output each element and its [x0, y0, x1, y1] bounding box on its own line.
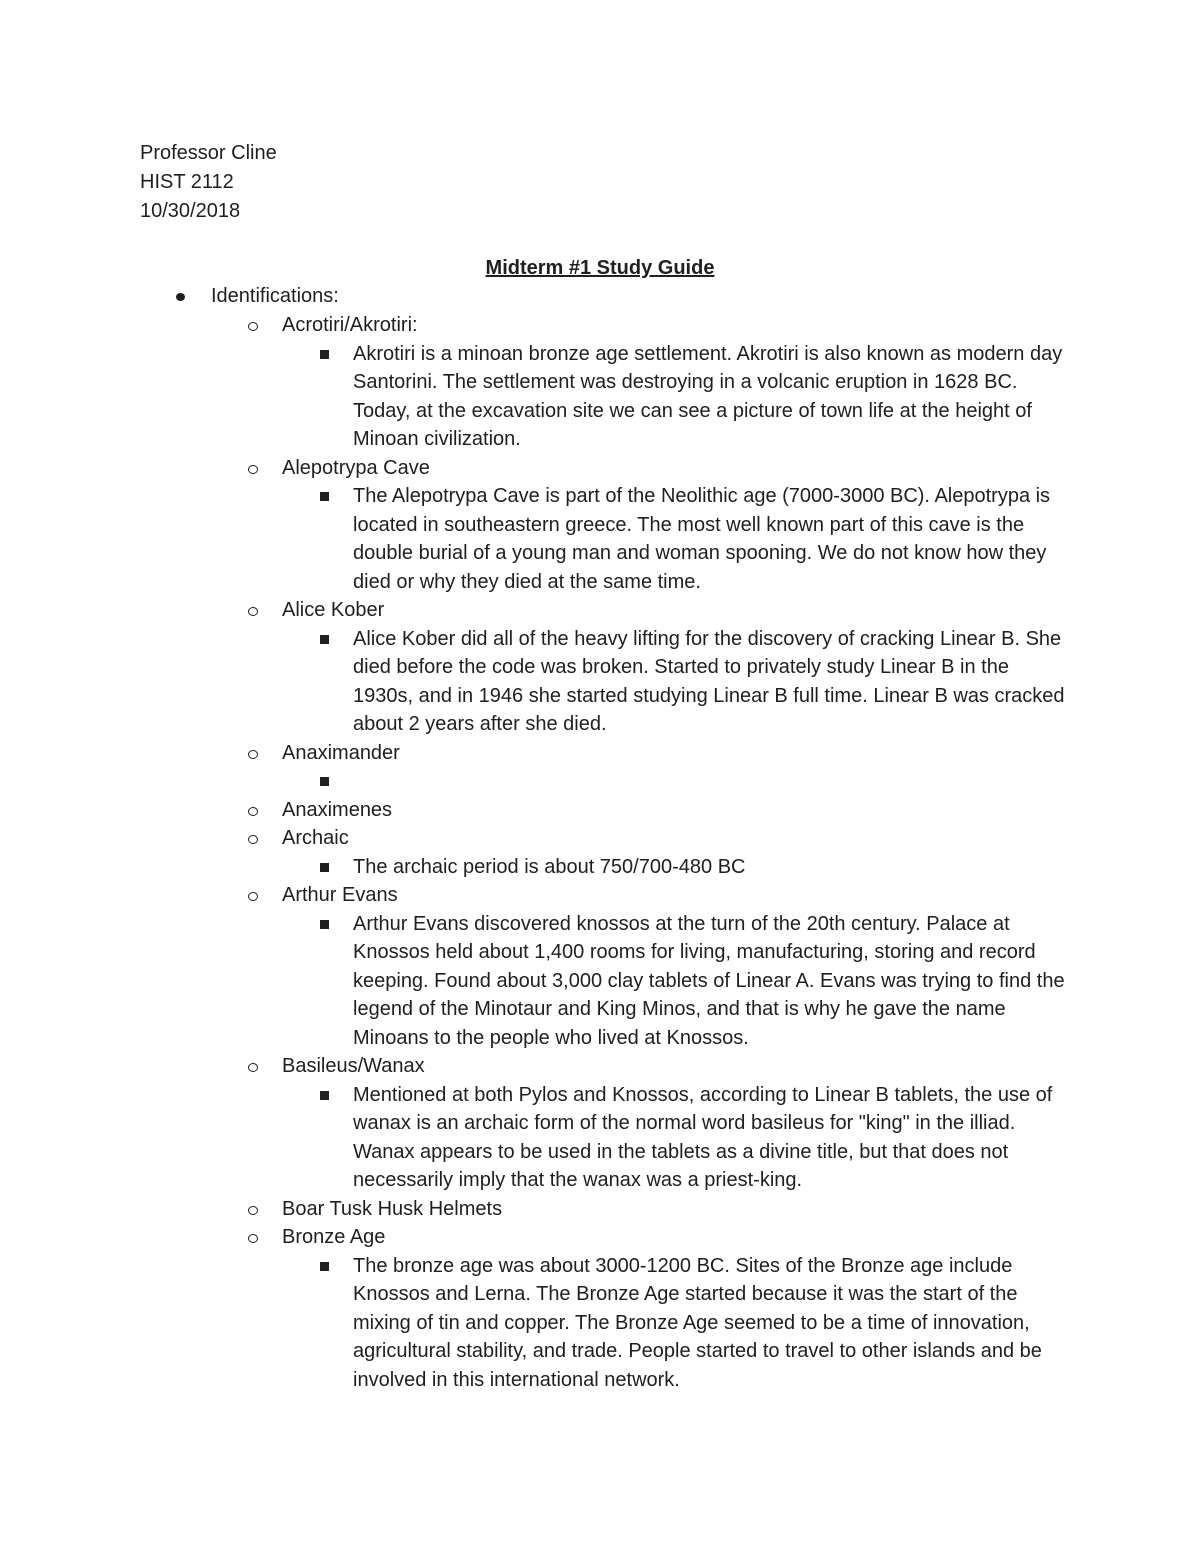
identification-term [0, 796, 1200, 825]
term-label: Anaximenes [282, 798, 393, 821]
square-bullet-icon [320, 1262, 329, 1271]
square-bullet-icon [320, 920, 329, 929]
document-header [140, 139, 277, 226]
document-title: Midterm #1 Study Guide [485, 257, 715, 279]
term-note [0, 853, 1073, 882]
note-text: Mentioned at both Pylos and Knossos, according to Linear B tablets, the use of wanax is an archaic form of the normal word basileus for "king" in the illiad. Wanax appears to be used in the tablets as a divine title, but that does not necessarily imply that the wanax was a priest-king. [353, 1083, 1053, 1191]
hollow-circle-bullet-icon [248, 465, 258, 474]
note-text: The Alepotrypa Cave is part of the Neolithic age (7000-3000 BC). Alepotrypa is located in southeastern greece. The most well known part of this cave is the double burial of a young man and woman spooning. We do not know how they died or why they died at the same time. [353, 485, 1051, 593]
identification-term [0, 596, 1200, 625]
hollow-circle-bullet-icon [248, 1063, 258, 1072]
document-date: 10/30/2018 [140, 200, 241, 222]
note-text: The bronze age was about 3000-1200 BC. Sites of the Bronze age include Knossos and Lerna. The Bronze Age started because it was the start of the mixing of tin and copper. The Bronze Age seemed to be a time of innovation, agricultural stability, and trade. People started to travel to other islands and be involved in this international network. [353, 1254, 1042, 1391]
identification-term [0, 881, 1200, 910]
hollow-circle-bullet-icon [248, 750, 258, 759]
square-bullet-icon [320, 350, 329, 359]
note-text: Arthur Evans discovered knossos at the turn of the 20th century. Palace at Knossos held about 1,400 rooms for living, manufacturing, storing and record keeping. Found about 3,000 clay tablets of Linear A. Evans was trying to find the legend of the Minotaur and King Minos, and that is why he gave the name Minoans to the people who lived at Knossos. [353, 912, 1065, 1049]
hollow-circle-bullet-icon [248, 892, 258, 901]
term-label: Boar Tusk Husk Helmets [282, 1197, 503, 1220]
term-label: Bronze Age [282, 1226, 386, 1248]
identification-term [0, 454, 1200, 483]
term-note [0, 1081, 1073, 1195]
note-text: Akrotiri is a minoan bronze age settlement. Akrotiri is also known as modern day Santorini. The settlement was destroying in a volcanic eruption in 1628 BC. Today, at the excavation site we can see a picture of town life at the height of Minoan civilization. [353, 342, 1063, 450]
identification-items [0, 311, 1200, 1394]
term-note [0, 340, 1073, 454]
term-note [0, 625, 1073, 739]
term-note [0, 910, 1073, 1053]
square-bullet-icon [320, 777, 329, 786]
hollow-circle-bullet-icon [248, 835, 258, 844]
professor-name: Professor Cline [140, 142, 277, 164]
square-bullet-icon [320, 635, 329, 644]
term-note [0, 767, 1073, 796]
square-bullet-icon [320, 1091, 329, 1100]
identification-term [0, 1052, 1200, 1081]
term-note [0, 1252, 1073, 1395]
term-label: Archaic [282, 827, 349, 849]
identification-term [0, 1223, 1200, 1252]
term-note [0, 482, 1073, 596]
term-label: Acrotiri/Akrotiri: [282, 314, 418, 336]
square-bullet-icon [320, 492, 329, 501]
section-label: Identifications: [211, 285, 339, 307]
hollow-circle-bullet-icon [248, 807, 258, 816]
term-label: Anaximander [282, 741, 400, 764]
identification-term [0, 824, 1200, 853]
hollow-circle-bullet-icon [248, 1206, 258, 1215]
term-label: Arthur Evans [282, 884, 398, 906]
section-identifications [0, 282, 1200, 311]
term-label: Alepotrypa Cave [282, 456, 430, 479]
identification-term [0, 1195, 1200, 1224]
identification-term [0, 739, 1200, 768]
course-code: HIST 2112 [140, 171, 234, 193]
term-label: Alice Kober [282, 599, 385, 621]
hollow-circle-bullet-icon [248, 607, 258, 616]
hollow-circle-bullet-icon [248, 1234, 258, 1243]
hollow-circle-bullet-icon [248, 322, 258, 331]
note-text: The archaic period is about 750/700-480 BC [353, 855, 746, 878]
note-text: Alice Kober did all of the heavy lifting for the discovery of cracking Linear B. She died before the code was broken. Started to privately study Linear B in the 1930s, and in 1946 she started studying Linear B full time. Linear B was cracked about 2 years after she died. [353, 627, 1065, 735]
filled-circle-bullet-icon [176, 293, 185, 301]
square-bullet-icon [320, 863, 329, 872]
term-label: Basileus/Wanax [282, 1055, 425, 1077]
identification-term [0, 311, 1200, 340]
outline-list [0, 282, 1200, 1394]
